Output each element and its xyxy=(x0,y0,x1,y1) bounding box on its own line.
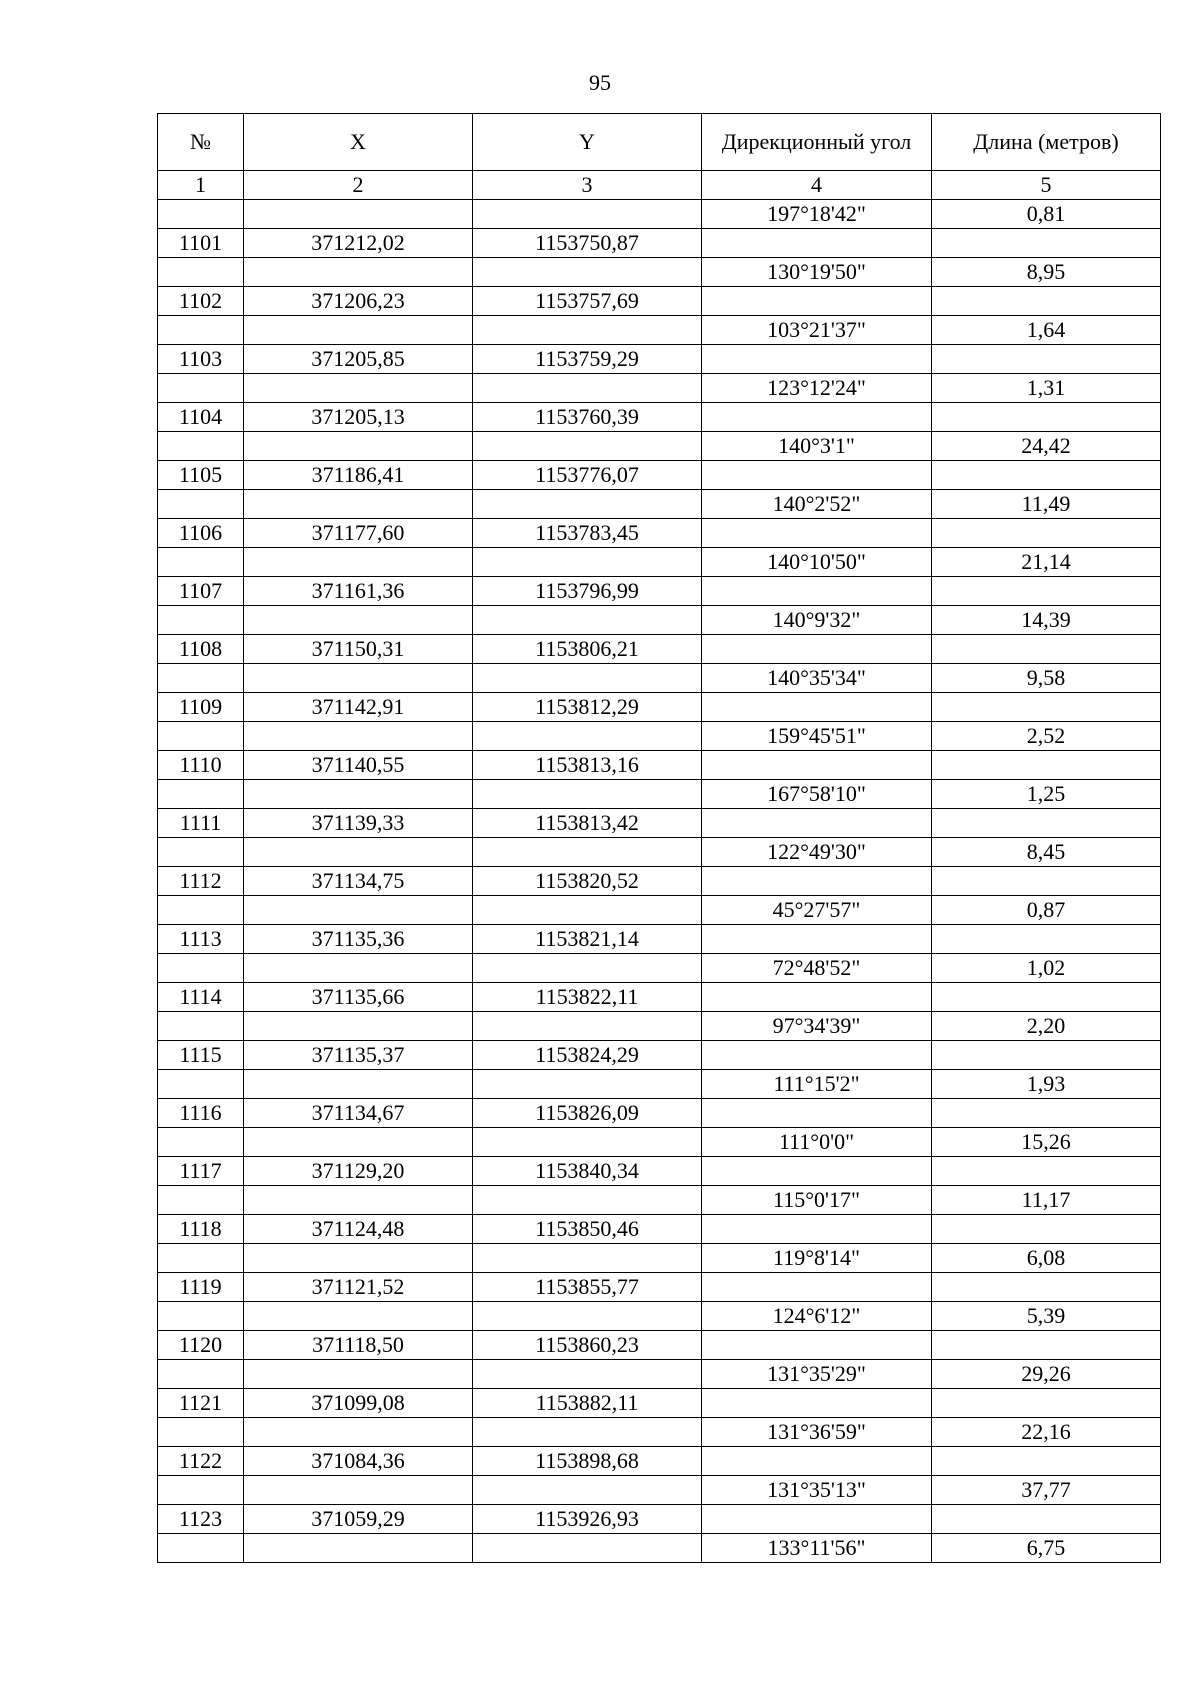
cell-point-number: 1104 xyxy=(158,403,244,432)
cell-x: 371135,36 xyxy=(244,925,473,954)
cell-y: 1153760,39 xyxy=(473,403,702,432)
table-row xyxy=(158,1505,1161,1534)
cell-y xyxy=(473,1012,702,1041)
cell-y: 1153750,87 xyxy=(473,229,702,258)
cell-point-number: 1120 xyxy=(158,1331,244,1360)
cell-bearing: 122°49'30" xyxy=(702,838,932,867)
cell-y: 1153813,16 xyxy=(473,751,702,780)
cell-y xyxy=(473,606,702,635)
cell-y: 1153759,29 xyxy=(473,345,702,374)
cell-bearing xyxy=(702,287,932,316)
cell-bearing: 45°27'57" xyxy=(702,896,932,925)
cell-length: 24,42 xyxy=(932,432,1161,461)
cell-length: 8,45 xyxy=(932,838,1161,867)
cell-point-number xyxy=(158,432,244,461)
cell-length xyxy=(932,1331,1161,1360)
cell-x xyxy=(244,316,473,345)
cell-bearing xyxy=(702,925,932,954)
cell-x xyxy=(244,1534,473,1563)
cell-length xyxy=(932,577,1161,606)
cell-y: 1153806,21 xyxy=(473,635,702,664)
cell-y: 1153860,23 xyxy=(473,1331,702,1360)
table-row xyxy=(158,983,1161,1012)
table-row xyxy=(158,1534,1161,1563)
cell-bearing xyxy=(702,229,932,258)
cell-length xyxy=(932,1099,1161,1128)
cell-point-number: 1107 xyxy=(158,577,244,606)
cell-point-number xyxy=(158,200,244,229)
cell-length: 6,75 xyxy=(932,1534,1161,1563)
cell-y xyxy=(473,896,702,925)
cell-bearing: 111°0'0" xyxy=(702,1128,932,1157)
cell-point-number xyxy=(158,548,244,577)
cell-y: 1153813,42 xyxy=(473,809,702,838)
cell-point-number: 1122 xyxy=(158,1447,244,1476)
table-row xyxy=(158,490,1161,519)
cell-x: 371118,50 xyxy=(244,1331,473,1360)
cell-length xyxy=(932,229,1161,258)
cell-length: 9,58 xyxy=(932,664,1161,693)
cell-bearing xyxy=(702,983,932,1012)
cell-length: 1,93 xyxy=(932,1070,1161,1099)
cell-length: 0,87 xyxy=(932,896,1161,925)
table-row xyxy=(158,1273,1161,1302)
cell-point-number xyxy=(158,606,244,635)
cell-point-number: 1123 xyxy=(158,1505,244,1534)
cell-bearing xyxy=(702,1389,932,1418)
cell-point-number: 1116 xyxy=(158,1099,244,1128)
cell-bearing: 97°34'39" xyxy=(702,1012,932,1041)
cell-bearing xyxy=(702,809,932,838)
table-row xyxy=(158,751,1161,780)
cell-bearing: 140°9'32" xyxy=(702,606,932,635)
cell-point-number xyxy=(158,664,244,693)
cell-bearing: 131°36'59" xyxy=(702,1418,932,1447)
cell-bearing: 123°12'24" xyxy=(702,374,932,403)
cell-x xyxy=(244,432,473,461)
cell-y xyxy=(473,1302,702,1331)
cell-length xyxy=(932,1389,1161,1418)
cell-point-number xyxy=(158,1012,244,1041)
cell-x: 371140,55 xyxy=(244,751,473,780)
cell-x xyxy=(244,374,473,403)
cell-length xyxy=(932,345,1161,374)
table-row xyxy=(158,1041,1161,1070)
cell-bearing xyxy=(702,635,932,664)
table-row xyxy=(158,1360,1161,1389)
table-row xyxy=(158,548,1161,577)
table-row xyxy=(158,925,1161,954)
cell-point-number xyxy=(158,1186,244,1215)
table-row xyxy=(158,954,1161,983)
cell-point-number xyxy=(158,1070,244,1099)
column-number: 4 xyxy=(702,171,932,200)
cell-x xyxy=(244,548,473,577)
cell-x: 371205,13 xyxy=(244,403,473,432)
cell-y: 1153824,29 xyxy=(473,1041,702,1070)
cell-y xyxy=(473,258,702,287)
cell-x: 371059,29 xyxy=(244,1505,473,1534)
cell-y xyxy=(473,374,702,403)
cell-bearing: 159°45'51" xyxy=(702,722,932,751)
cell-y: 1153850,46 xyxy=(473,1215,702,1244)
cell-x xyxy=(244,1128,473,1157)
cell-x xyxy=(244,1012,473,1041)
cell-x: 371129,20 xyxy=(244,1157,473,1186)
cell-point-number: 1103 xyxy=(158,345,244,374)
cell-length xyxy=(932,983,1161,1012)
cell-point-number xyxy=(158,1418,244,1447)
cell-y: 1153855,77 xyxy=(473,1273,702,1302)
cell-x: 371150,31 xyxy=(244,635,473,664)
cell-x xyxy=(244,664,473,693)
cell-x: 371206,23 xyxy=(244,287,473,316)
cell-point-number: 1110 xyxy=(158,751,244,780)
table-row xyxy=(158,403,1161,432)
cell-point-number: 1102 xyxy=(158,287,244,316)
cell-bearing xyxy=(702,1099,932,1128)
table-row xyxy=(158,200,1161,229)
cell-bearing: 130°19'50" xyxy=(702,258,932,287)
cell-point-number: 1121 xyxy=(158,1389,244,1418)
table-row xyxy=(158,1215,1161,1244)
table-row xyxy=(158,519,1161,548)
cell-bearing xyxy=(702,577,932,606)
cell-y: 1153757,69 xyxy=(473,287,702,316)
cell-length xyxy=(932,461,1161,490)
cell-bearing xyxy=(702,751,932,780)
cell-y xyxy=(473,432,702,461)
cell-x xyxy=(244,780,473,809)
cell-x xyxy=(244,954,473,983)
cell-bearing: 131°35'13" xyxy=(702,1476,932,1505)
cell-length: 6,08 xyxy=(932,1244,1161,1273)
table-body xyxy=(158,200,1161,1563)
cell-x: 371134,67 xyxy=(244,1099,473,1128)
cell-x xyxy=(244,896,473,925)
cell-point-number: 1111 xyxy=(158,809,244,838)
cell-bearing xyxy=(702,693,932,722)
table-row xyxy=(158,1012,1161,1041)
cell-y xyxy=(473,954,702,983)
cell-y: 1153783,45 xyxy=(473,519,702,548)
cell-y xyxy=(473,1186,702,1215)
cell-length: 29,26 xyxy=(932,1360,1161,1389)
cell-point-number xyxy=(158,780,244,809)
table-row xyxy=(158,693,1161,722)
table-row xyxy=(158,432,1161,461)
cell-point-number: 1118 xyxy=(158,1215,244,1244)
cell-point-number xyxy=(158,490,244,519)
cell-bearing xyxy=(702,1157,932,1186)
cell-bearing xyxy=(702,345,932,374)
cell-y: 1153882,11 xyxy=(473,1389,702,1418)
cell-y xyxy=(473,1476,702,1505)
cell-length: 1,31 xyxy=(932,374,1161,403)
table-row xyxy=(158,1331,1161,1360)
cell-length: 37,77 xyxy=(932,1476,1161,1505)
table-header xyxy=(158,114,1161,200)
cell-point-number xyxy=(158,1302,244,1331)
cell-bearing xyxy=(702,1041,932,1070)
table-row xyxy=(158,374,1161,403)
cell-y xyxy=(473,1128,702,1157)
cell-y: 1153840,34 xyxy=(473,1157,702,1186)
cell-bearing xyxy=(702,1331,932,1360)
cell-y xyxy=(473,1418,702,1447)
table-row xyxy=(158,345,1161,374)
cell-bearing: 119°8'14" xyxy=(702,1244,932,1273)
page-number: 95 xyxy=(589,70,611,95)
cell-x: 371099,08 xyxy=(244,1389,473,1418)
cell-point-number xyxy=(158,838,244,867)
cell-point-number: 1101 xyxy=(158,229,244,258)
cell-point-number xyxy=(158,896,244,925)
table-row xyxy=(158,1070,1161,1099)
cell-y: 1153812,29 xyxy=(473,693,702,722)
cell-y xyxy=(473,838,702,867)
table-row xyxy=(158,1099,1161,1128)
cell-x: 371135,37 xyxy=(244,1041,473,1070)
table-row xyxy=(158,1447,1161,1476)
cell-y xyxy=(473,1070,702,1099)
header-x: X xyxy=(244,114,473,171)
cell-x xyxy=(244,200,473,229)
cell-y: 1153822,11 xyxy=(473,983,702,1012)
cell-y: 1153926,93 xyxy=(473,1505,702,1534)
cell-length xyxy=(932,1447,1161,1476)
cell-point-number: 1105 xyxy=(158,461,244,490)
cell-length: 8,95 xyxy=(932,258,1161,287)
cell-x: 371139,33 xyxy=(244,809,473,838)
table-row xyxy=(158,838,1161,867)
cell-x xyxy=(244,722,473,751)
cell-bearing: 140°35'34" xyxy=(702,664,932,693)
cell-point-number: 1106 xyxy=(158,519,244,548)
cell-y: 1153820,52 xyxy=(473,867,702,896)
cell-length xyxy=(932,1273,1161,1302)
table-row xyxy=(158,780,1161,809)
cell-x: 371124,48 xyxy=(244,1215,473,1244)
cell-x xyxy=(244,258,473,287)
cell-bearing xyxy=(702,1505,932,1534)
header-length: Длина (метров) xyxy=(932,114,1161,171)
table-row xyxy=(158,867,1161,896)
cell-x: 371212,02 xyxy=(244,229,473,258)
cell-y xyxy=(473,316,702,345)
cell-length: 21,14 xyxy=(932,548,1161,577)
cell-point-number xyxy=(158,1128,244,1157)
cell-point-number: 1114 xyxy=(158,983,244,1012)
cell-bearing: 115°0'17" xyxy=(702,1186,932,1215)
column-number: 2 xyxy=(244,171,473,200)
table-row xyxy=(158,1128,1161,1157)
cell-x xyxy=(244,1302,473,1331)
cell-y xyxy=(473,200,702,229)
cell-length xyxy=(932,287,1161,316)
table-row xyxy=(158,606,1161,635)
table-row xyxy=(158,722,1161,751)
table-row xyxy=(158,1418,1161,1447)
cell-x xyxy=(244,1186,473,1215)
cell-bearing: 103°21'37" xyxy=(702,316,932,345)
cell-bearing: 140°3'1" xyxy=(702,432,932,461)
cell-length: 5,39 xyxy=(932,1302,1161,1331)
table-row xyxy=(158,896,1161,925)
cell-length xyxy=(932,1505,1161,1534)
cell-length xyxy=(932,635,1161,664)
header-number: № xyxy=(158,114,244,171)
cell-y xyxy=(473,1244,702,1273)
table-row xyxy=(158,229,1161,258)
cell-length: 11,17 xyxy=(932,1186,1161,1215)
cell-point-number: 1119 xyxy=(158,1273,244,1302)
cell-bearing xyxy=(702,403,932,432)
cell-bearing xyxy=(702,867,932,896)
cell-length: 11,49 xyxy=(932,490,1161,519)
cell-bearing xyxy=(702,1273,932,1302)
cell-length: 1,64 xyxy=(932,316,1161,345)
cell-point-number xyxy=(158,374,244,403)
cell-point-number xyxy=(158,722,244,751)
cell-bearing: 140°2'52" xyxy=(702,490,932,519)
cell-length: 1,02 xyxy=(932,954,1161,983)
cell-x xyxy=(244,1244,473,1273)
table-row xyxy=(158,809,1161,838)
cell-point-number xyxy=(158,954,244,983)
cell-length xyxy=(932,1041,1161,1070)
column-number: 5 xyxy=(932,171,1161,200)
cell-point-number: 1108 xyxy=(158,635,244,664)
cell-length xyxy=(932,1157,1161,1186)
cell-length xyxy=(932,693,1161,722)
cell-point-number: 1109 xyxy=(158,693,244,722)
cell-x xyxy=(244,1418,473,1447)
cell-bearing xyxy=(702,461,932,490)
cell-y: 1153898,68 xyxy=(473,1447,702,1476)
table-row xyxy=(158,577,1161,606)
column-number-row xyxy=(158,171,1161,200)
cell-length: 22,16 xyxy=(932,1418,1161,1447)
column-number: 3 xyxy=(473,171,702,200)
header-bearing: Дирекционный угол xyxy=(702,114,932,171)
table-row xyxy=(158,287,1161,316)
table-row xyxy=(158,1186,1161,1215)
cell-point-number xyxy=(158,1244,244,1273)
table-row xyxy=(158,258,1161,287)
cell-bearing: 167°58'10" xyxy=(702,780,932,809)
cell-y: 1153821,14 xyxy=(473,925,702,954)
cell-point-number: 1117 xyxy=(158,1157,244,1186)
cell-length xyxy=(932,809,1161,838)
cell-x: 371177,60 xyxy=(244,519,473,548)
cell-length xyxy=(932,925,1161,954)
cell-bearing: 124°6'12" xyxy=(702,1302,932,1331)
table-row xyxy=(158,1244,1161,1273)
cell-bearing: 72°48'52" xyxy=(702,954,932,983)
cell-x xyxy=(244,1476,473,1505)
header-row xyxy=(158,114,1161,171)
cell-y xyxy=(473,490,702,519)
cell-point-number xyxy=(158,258,244,287)
coordinates-table xyxy=(157,113,1161,1563)
cell-y: 1153826,09 xyxy=(473,1099,702,1128)
cell-x xyxy=(244,1360,473,1389)
cell-point-number xyxy=(158,1534,244,1563)
cell-x: 371084,36 xyxy=(244,1447,473,1476)
table-row xyxy=(158,461,1161,490)
cell-length xyxy=(932,519,1161,548)
cell-x: 371134,75 xyxy=(244,867,473,896)
cell-point-number: 1115 xyxy=(158,1041,244,1070)
cell-length: 2,52 xyxy=(932,722,1161,751)
cell-x: 371161,36 xyxy=(244,577,473,606)
cell-length: 15,26 xyxy=(932,1128,1161,1157)
cell-x: 371205,85 xyxy=(244,345,473,374)
cell-length xyxy=(932,1215,1161,1244)
cell-y xyxy=(473,780,702,809)
cell-bearing: 133°11'56" xyxy=(702,1534,932,1563)
table-row xyxy=(158,1157,1161,1186)
cell-y xyxy=(473,548,702,577)
cell-bearing: 140°10'50" xyxy=(702,548,932,577)
cell-length: 2,20 xyxy=(932,1012,1161,1041)
cell-y xyxy=(473,664,702,693)
cell-length: 0,81 xyxy=(932,200,1161,229)
cell-length: 14,39 xyxy=(932,606,1161,635)
table-row xyxy=(158,1389,1161,1418)
cell-x xyxy=(244,606,473,635)
cell-point-number xyxy=(158,1476,244,1505)
table-row xyxy=(158,316,1161,345)
table-row xyxy=(158,1302,1161,1331)
cell-length: 1,25 xyxy=(932,780,1161,809)
header-y: Y xyxy=(473,114,702,171)
cell-bearing: 111°15'2" xyxy=(702,1070,932,1099)
cell-x xyxy=(244,1070,473,1099)
cell-x: 371142,91 xyxy=(244,693,473,722)
column-number: 1 xyxy=(158,171,244,200)
cell-point-number: 1113 xyxy=(158,925,244,954)
cell-x: 371135,66 xyxy=(244,983,473,1012)
cell-x xyxy=(244,838,473,867)
cell-point-number xyxy=(158,316,244,345)
cell-y xyxy=(473,1534,702,1563)
table-row xyxy=(158,635,1161,664)
cell-bearing xyxy=(702,519,932,548)
cell-point-number xyxy=(158,1360,244,1389)
cell-length xyxy=(932,751,1161,780)
cell-bearing: 197°18'42" xyxy=(702,200,932,229)
cell-y: 1153796,99 xyxy=(473,577,702,606)
cell-x xyxy=(244,490,473,519)
cell-bearing xyxy=(702,1447,932,1476)
cell-x: 371121,52 xyxy=(244,1273,473,1302)
cell-y: 1153776,07 xyxy=(473,461,702,490)
cell-x: 371186,41 xyxy=(244,461,473,490)
cell-bearing xyxy=(702,1215,932,1244)
table-row xyxy=(158,1476,1161,1505)
cell-y xyxy=(473,722,702,751)
cell-length xyxy=(932,403,1161,432)
table-row xyxy=(158,664,1161,693)
cell-point-number: 1112 xyxy=(158,867,244,896)
cell-y xyxy=(473,1360,702,1389)
cell-length xyxy=(932,867,1161,896)
cell-bearing: 131°35'29" xyxy=(702,1360,932,1389)
